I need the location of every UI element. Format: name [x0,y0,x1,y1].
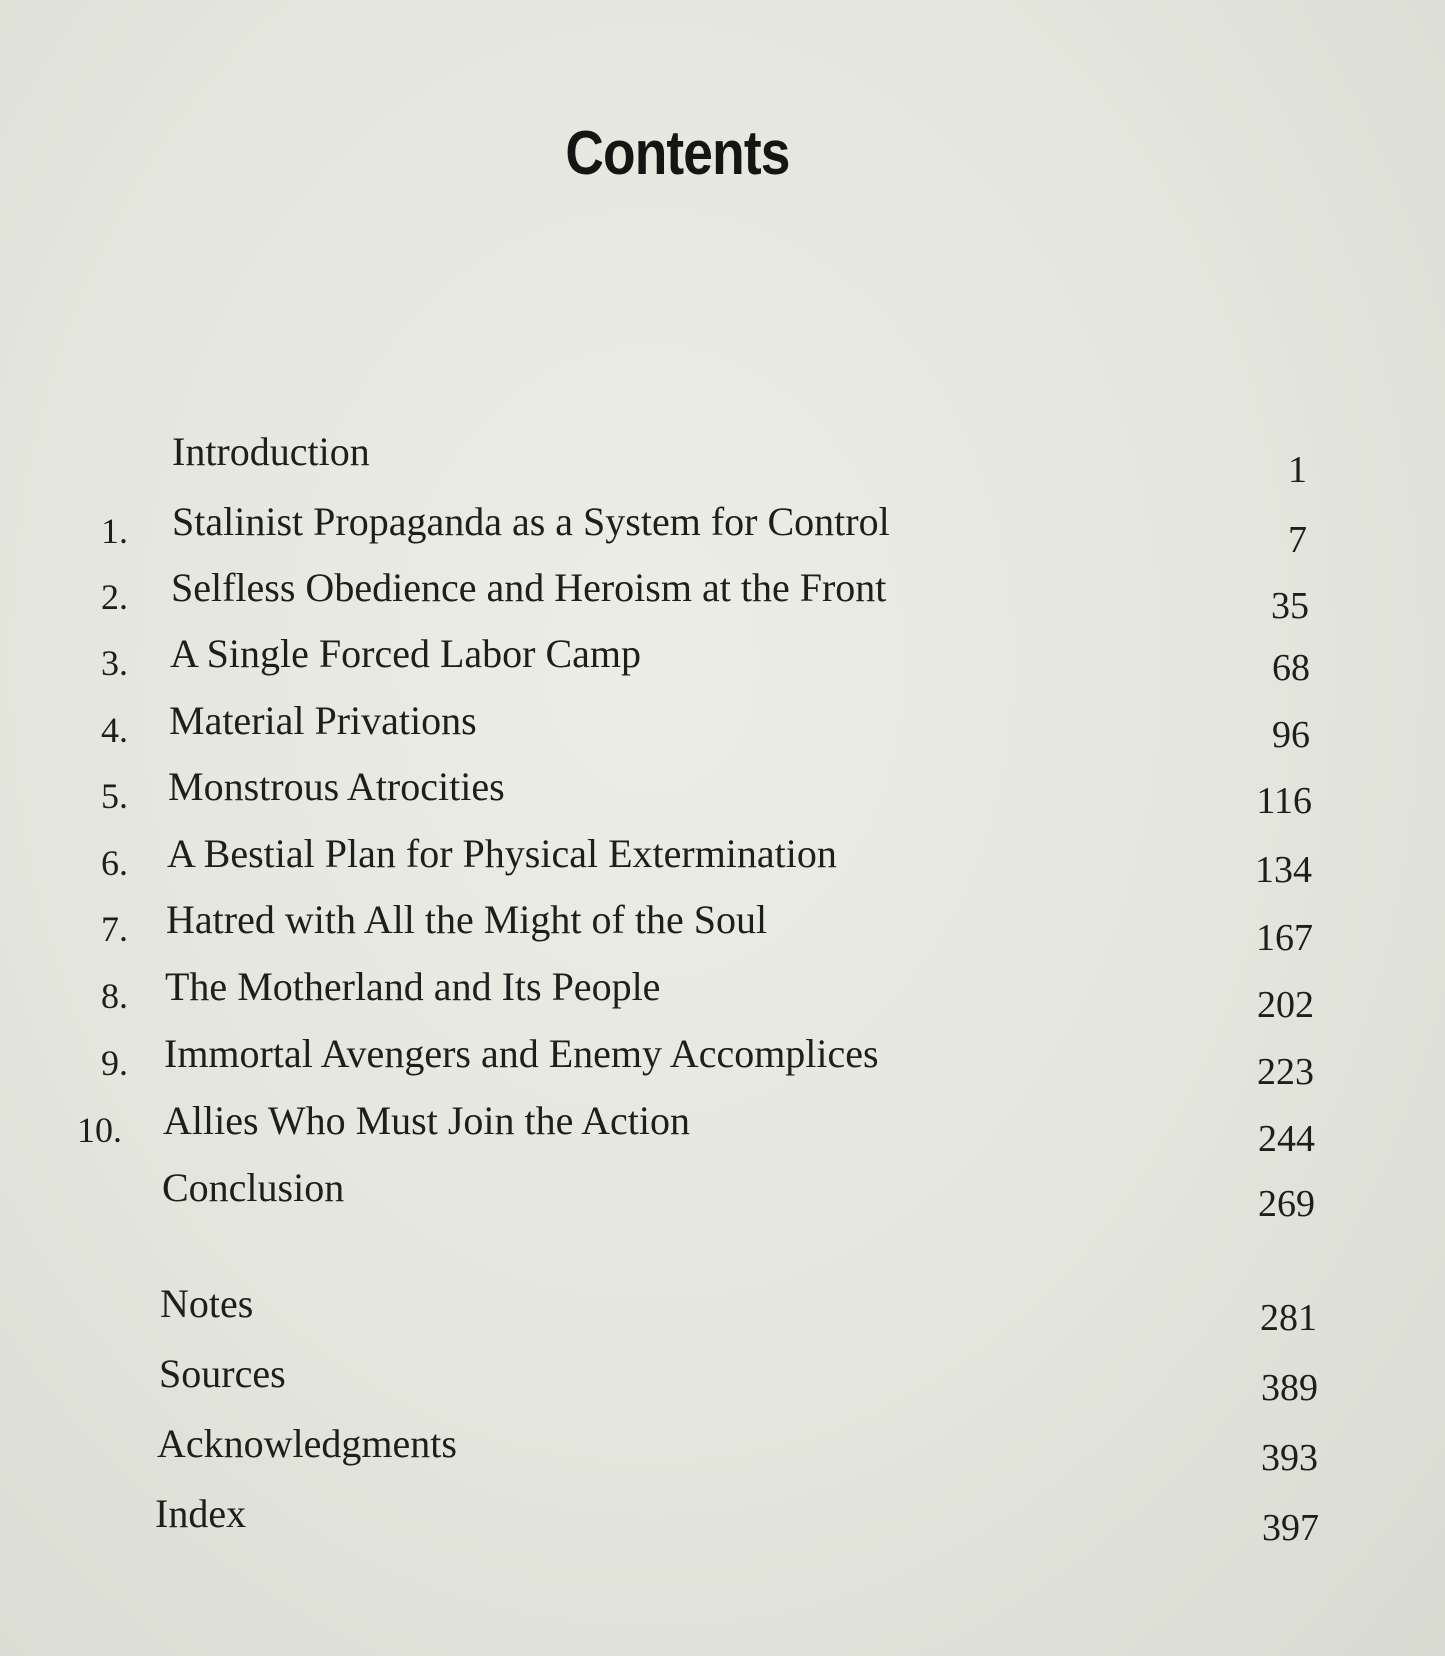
chapter-title: A Single Forced Labor Camp [170,631,642,676]
chapter-title: Selfless Obedience and Heroism at the Front [171,565,887,610]
chapter-title: Acknowledgments [157,1421,457,1466]
toc-entry-conclusion [0,1164,1445,1224]
chapter-title: Allies Who Must Join the Action [163,1098,691,1143]
toc-entry-sources [0,1350,1445,1410]
toc-entry-chapter-8 [0,963,1445,1026]
chapter-number: 9. [101,1043,128,1083]
page-number: 223 [1257,1051,1314,1093]
page-number: 397 [1262,1507,1319,1549]
chapter-title: Hatred with All the Might of the Soul [166,897,768,942]
toc-entry-chapter-7 [0,896,1445,959]
page-number: 134 [1255,849,1312,891]
page-title: Contents [565,119,790,188]
page-number: 35 [1271,585,1309,627]
chapter-title: Monstrous Atrocities [168,764,505,809]
chapter-title: Conclusion [162,1165,345,1210]
chapter-number: 1. [101,511,128,551]
page-number: 68 [1272,647,1310,689]
toc-entry-introduction [0,428,1445,491]
page-number: 393 [1261,1437,1318,1479]
toc-entry-chapter-3 [0,630,1445,690]
page-number: 202 [1257,984,1314,1026]
page-number: 269 [1258,1183,1315,1225]
page-number: 116 [1256,780,1312,822]
toc-entry-acknowledgments [0,1420,1445,1480]
toc-entry-chapter-10 [0,1097,1445,1160]
toc-entry-chapter-6 [0,830,1445,890]
chapter-title: Immortal Avengers and Enemy Accomplices [164,1031,879,1076]
page-number: 1 [1288,449,1307,491]
page-number: 167 [1256,917,1313,959]
chapter-title: The Motherland and Its People [165,964,661,1009]
chapter-number: 5. [101,776,128,816]
chapter-title: Index [155,1491,247,1536]
page-number: 244 [1258,1118,1315,1160]
toc-entry-chapter-9 [0,1030,1445,1093]
page-number: 96 [1272,714,1310,756]
chapter-title: Introduction [172,429,370,474]
page-number: 281 [1260,1297,1317,1339]
chapter-title: A Bestial Plan for Physical Extermination [167,831,837,876]
chapter-title: Notes [160,1281,254,1326]
toc-entry-chapter-4 [0,697,1445,757]
chapter-number: 6. [101,843,128,883]
chapter-number: 4. [101,710,128,750]
page-number: 389 [1261,1367,1318,1409]
chapter-title: Sources [159,1351,286,1396]
chapter-number: 7. [101,909,128,949]
chapter-title: Material Privations [169,698,477,743]
chapter-number: 8. [101,976,128,1016]
chapter-number: 3. [101,643,128,683]
chapter-number: 10. [77,1110,122,1150]
toc-entry-chapter-1 [0,498,1445,561]
toc-entry-chapter-5 [0,763,1445,823]
page-number: 7 [1288,519,1307,561]
chapter-number: 2. [101,577,128,617]
toc-entry-notes [0,1280,1445,1340]
chapter-title: Stalinist Propaganda as a System for Control [172,499,890,544]
toc-entry-index [0,1490,1445,1550]
toc-entry-chapter-2 [0,564,1445,627]
